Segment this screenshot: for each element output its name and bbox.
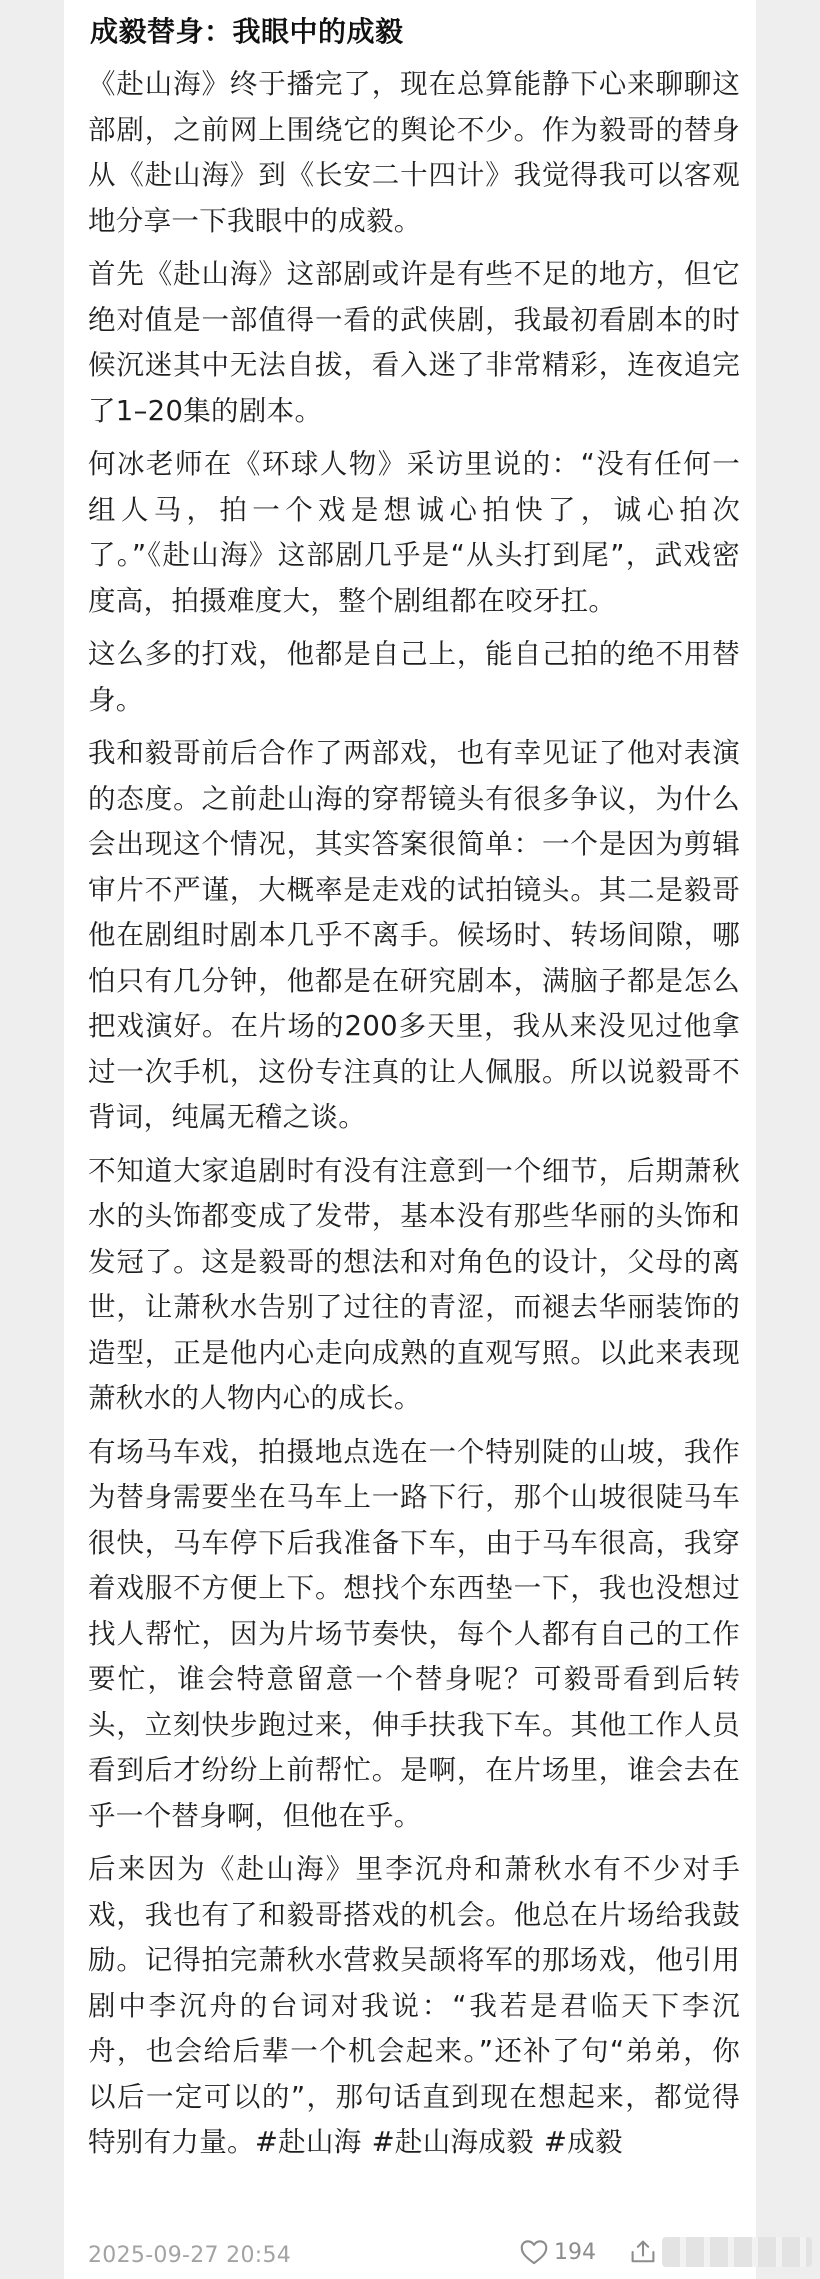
- watermark-strip: [662, 2237, 812, 2267]
- paragraph: 不知道大家追剧时有没有注意到一个细节，后期萧秋水的头饰都变成了发带，基本没有那些华丽的头饰和发冠了。这是毅哥的想法和对角色的设计，父母的离世，让萧秋水告别了过往的青涩，而褪去华丽装饰的造型，正是他内心走向成熟的直观写照。以此来表现萧秋水的人物内心的成长。: [88, 1154, 740, 1414]
- paragraph-last-text: 后来因为《赴山海》里李沉舟和萧秋水有不少对手戏，我也有了和毅哥搭戏的机会。他总在片场给我鼓励。记得拍完萧秋水营救吴颉将军的那场戏，他引用剧中李沉舟的台词对我说：“我若是君临天下李沉舟，也会给后辈一个机会起来。”还补了句“弟弟，你以后一定可以的”，那句话直到现在想起来，都觉得特别有力量。: [88, 1853, 740, 2158]
- heart-icon: [520, 2239, 548, 2265]
- post-timestamp: 2025-09-27 20:54: [88, 2242, 292, 2268]
- paragraph: 有场马车戏，拍摄地点选在一个特别陡的山坡，我作为替身需要坐在马车上一路下行，那个山坡很陡马车很快，马车停下后我准备下车，由于马车很高，我穿着戏服不方便上下。想找个东西垫一下，我也没想过找人帮忙，因为片场节奏快，每个人都有自己的工作要忙，谁会特意留意一个替身呢？可毅哥看到后转头，立刻快步跑过来，伸手扶我下车。其他工作人员看到后才纷纷上前帮忙。是啊，在片场里，谁会去在乎一个替身啊，但他在乎。: [88, 1435, 740, 1832]
- like-button[interactable]: [520, 2239, 596, 2265]
- paragraph-last: [88, 1847, 740, 2166]
- hashtag-chengyi[interactable]: #成毅: [543, 2126, 623, 2158]
- paragraph: 这么多的打戏，他都是自己上，能自己拍的绝不用替身。: [88, 638, 740, 716]
- hashtag-fushanhai[interactable]: #赴山海: [254, 2126, 362, 2158]
- paragraph: 首先《赴山海》这部剧或许是有些不足的地方，但它绝对值是一部值得一看的武侠剧，我最初看剧本的时候沉迷其中无法自拔，看入迷了非常精彩，连夜追完了1–20集的剧本。: [88, 258, 740, 427]
- post-body: [88, 62, 740, 2174]
- share-icon: [628, 2238, 658, 2266]
- hashtag-fushanhai-chengyi[interactable]: #赴山海成毅: [371, 2126, 534, 2158]
- paragraph: 我和毅哥前后合作了两部戏，也有幸见证了他对表演的态度。之前赴山海的穿帮镜头有很多争议，为什么会出现这个情况，其实答案很简单：一个是因为剪辑审片不严谨，大概率是走戏的试拍镜头。其二是毅哥他在剧组时剧本几乎不离手。候场时、转场间隙，哪怕只有几分钟，他都是在研究剧本，满脑子都是怎么把戏演好。在片场的200多天里，我从来没见过他拿过一次手机，这份专注真的让人佩服。所以说毅哥不背词，纯属无稽之谈。: [88, 737, 740, 1133]
- post-card: [64, 0, 756, 2279]
- paragraph: 《赴山海》终于播完了，现在总算能静下心来聊聊这部剧，之前网上围绕它的舆论不少。作为毅哥的替身从《赴山海》到《长安二十四计》我觉得我可以客观地分享一下我眼中的成毅。: [88, 68, 740, 237]
- share-button[interactable]: [628, 2237, 812, 2267]
- post-footer: [88, 2237, 756, 2273]
- paragraph: 何冰老师在《环球人物》采访里说的：“没有任何一组人马，拍一个戏是想诚心拍快了，诚心拍次了。”《赴山海》这部剧几乎是“从头打到尾”，武戏密度高，拍摄难度大，整个剧组都在咬牙扛。: [88, 448, 740, 617]
- post-title: 成毅替身：我眼中的成毅: [90, 15, 404, 48]
- like-count: 194: [554, 2239, 596, 2265]
